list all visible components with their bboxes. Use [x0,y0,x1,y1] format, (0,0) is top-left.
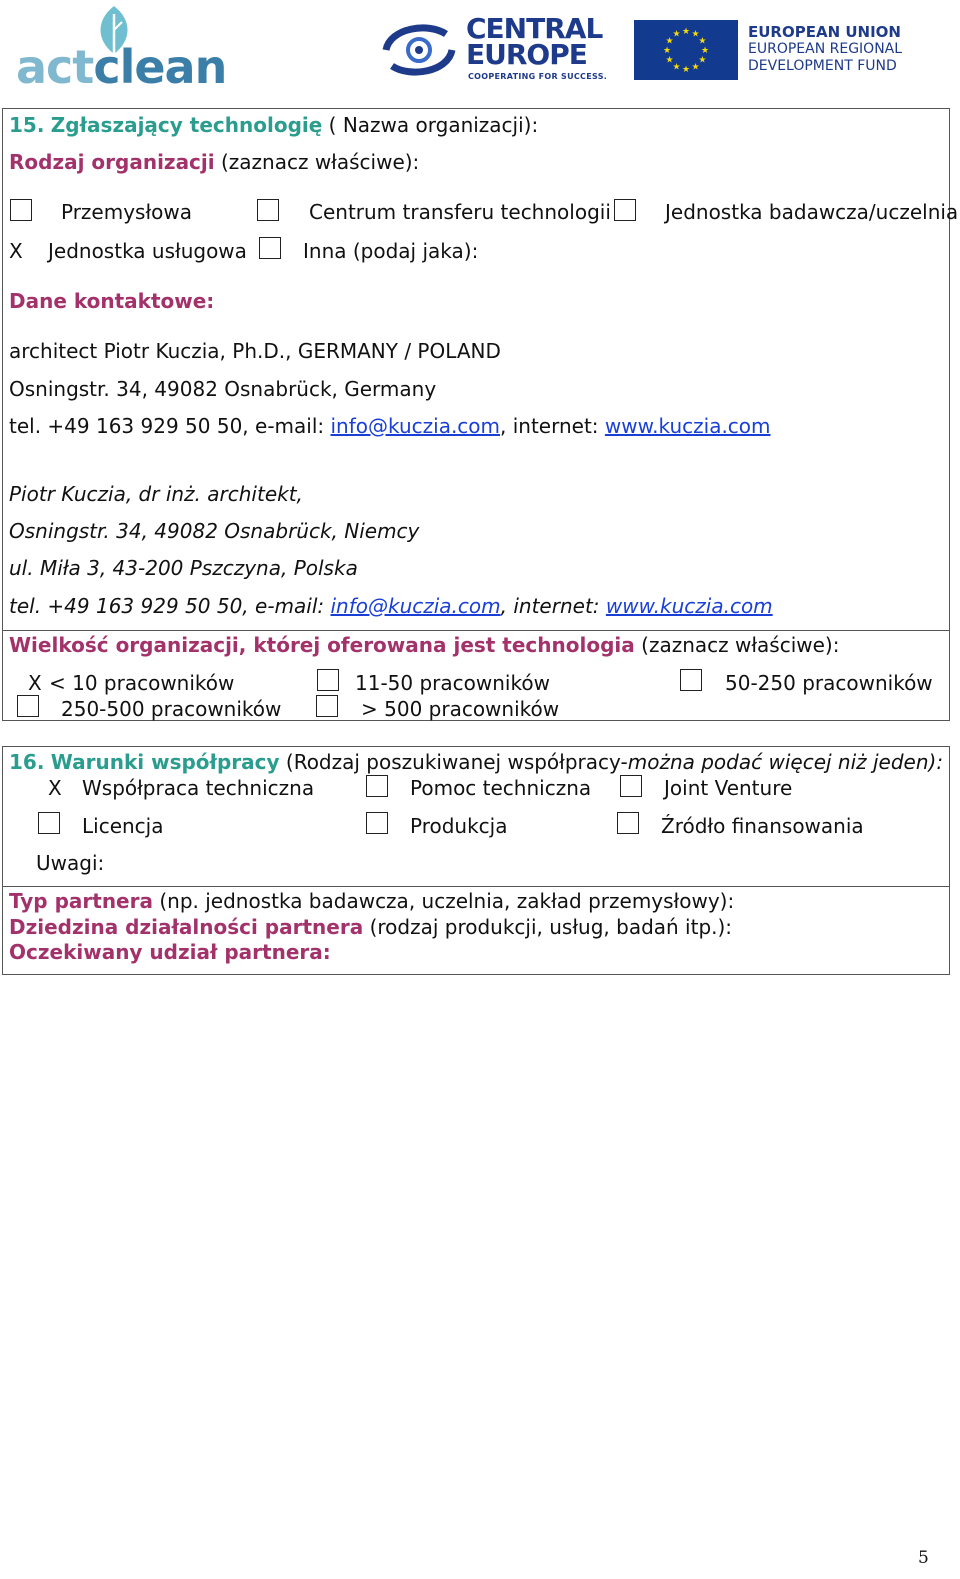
checkmark-jednostka-uslugowa[interactable]: X [9,239,23,263]
section-15-heading: 15. Zgłaszający technologię ( Nazwa organizacji): [9,113,539,137]
checkbox-przemyslowa[interactable] [10,199,32,221]
option-produkcja: Produkcja [410,814,508,838]
eu-star-icon: ★ [672,62,681,73]
checkbox-size-11-50[interactable] [317,669,339,691]
eu-fund-text: EUROPEAN UNION EUROPEAN REGIONAL DEVELOPMENT FUND [748,23,903,74]
checkmark-wspolpraca-techniczna[interactable]: X [48,776,62,800]
eu-star-icon: ★ [672,29,681,40]
option-centrum-transferu: Centrum transferu technologii [309,200,611,224]
eu-star-icon: ★ [662,46,672,56]
checkbox-pomoc-techniczna[interactable] [366,775,388,797]
contact-pl-name: Piotr Kuczia, dr inż. architekt, [9,482,303,506]
checkbox-size-250-500[interactable] [17,695,39,717]
option-jednostka-uslugowa: Jednostka usługowa [48,239,247,263]
checkbox-size-over-500[interactable] [316,695,338,717]
website-link[interactable]: www.kuczia.com [605,594,773,618]
option-jednostka-badawcza: Jednostka badawcza/uczelnia [665,200,959,224]
option-przemyslowa: Przemysłowa [61,200,193,224]
section-16-heading: 16. Warunki współpracy (Rodzaj poszukiwanej współpracy-można podać więcej niż jeden): [9,750,944,774]
partner-type-line: Typ partnera (np. jednostka badawcza, uczelnia, zakład przemysłowy): [9,889,735,913]
page-number: 5 [918,1548,929,1568]
checkbox-joint-venture[interactable] [620,775,642,797]
org-type-heading: Rodzaj organizacji (zaznacz właściwe): [9,150,420,174]
eu-star-icon: ★ [681,27,691,37]
checkbox-zrodlo-finansowania[interactable] [617,812,639,834]
option-licencja: Licencja [82,814,164,838]
partner-field-line: Dziedzina działalności partnera (rodzaj produkcji, usług, badań itp.): [9,915,733,939]
option-size-under-10: < 10 pracowników [49,671,235,695]
email-link[interactable]: info@kuczia.com [330,594,501,618]
option-wspolpraca-techniczna: Współpraca techniczna [82,776,315,800]
contact-pl-tel: tel. +49 163 929 50 50, e-mail: info@kuczia.com, internet: www.kuczia.com [9,594,773,618]
contact-pl-address-pl: ul. Miła 3, 43-200 Pszczyna, Polska [9,556,358,580]
actclean-logo [16,4,227,94]
central-europe-tagline: COOPERATING FOR SUCCESS. [468,72,608,81]
option-pomoc-techniczna: Pomoc techniczna [410,776,592,800]
checkbox-inna[interactable] [259,237,281,259]
email-link[interactable]: info@kuczia.com [330,414,501,438]
actclean-wordmark: actclean [16,40,227,94]
contact-heading: Dane kontaktowe: [9,289,215,313]
checkbox-centrum-transferu[interactable] [257,199,279,221]
central-europe-wordmark: CENTRAL EUROPE [466,12,603,71]
section-16-divider [2,886,950,887]
eu-stars-icon [634,20,738,80]
eu-star-icon: ★ [665,36,674,47]
eu-star-icon: ★ [700,46,710,56]
eu-star-icon: ★ [691,62,700,73]
option-inna: Inna (podaj jaka): [303,239,479,263]
option-size-250-500: 250-500 pracowników [61,697,282,721]
eu-star-icon: ★ [681,65,691,75]
option-joint-venture: Joint Venture [664,776,793,800]
checkbox-licencja[interactable] [38,812,60,834]
checkbox-jednostka-badawcza[interactable] [614,199,636,221]
contact-en-name: architect Piotr Kuczia, Ph.D., GERMANY / POLAND [9,339,501,363]
contact-pl-address-de: Osningstr. 34, 49082 Osnabrück, Niemcy [9,519,420,543]
eu-star-icon: ★ [691,29,700,40]
remarks-label: Uwagi: [36,851,105,875]
section-15-divider [2,630,950,631]
eu-star-icon: ★ [698,36,707,47]
checkbox-produkcja[interactable] [366,812,388,834]
option-size-11-50: 11-50 pracowników [355,671,550,695]
central-europe-swirl-icon [376,20,462,80]
org-size-heading: Wielkość organizacji, której oferowana jest technologia (zaznacz właściwe): [9,633,840,657]
website-link[interactable]: www.kuczia.com [604,414,771,438]
contact-en-tel: tel. +49 163 929 50 50, e-mail: info@kuczia.com, internet: www.kuczia.com [9,414,771,438]
checkmark-size-under-10[interactable]: X [28,671,42,695]
eu-star-icon: ★ [665,55,674,66]
central-europe-logo [376,12,612,82]
option-size-over-500: > 500 pracowników [361,697,560,721]
contact-en-address: Osningstr. 34, 49082 Osnabrück, Germany [9,377,437,401]
option-zrodlo-finansowania: Źródło finansowania [661,814,864,838]
partner-role-line: Oczekiwany udział partnera: [9,940,331,964]
eu-flag [634,20,738,80]
checkbox-size-50-250[interactable] [680,669,702,691]
option-size-50-250: 50-250 pracowników [725,671,933,695]
eu-star-icon: ★ [698,55,707,66]
